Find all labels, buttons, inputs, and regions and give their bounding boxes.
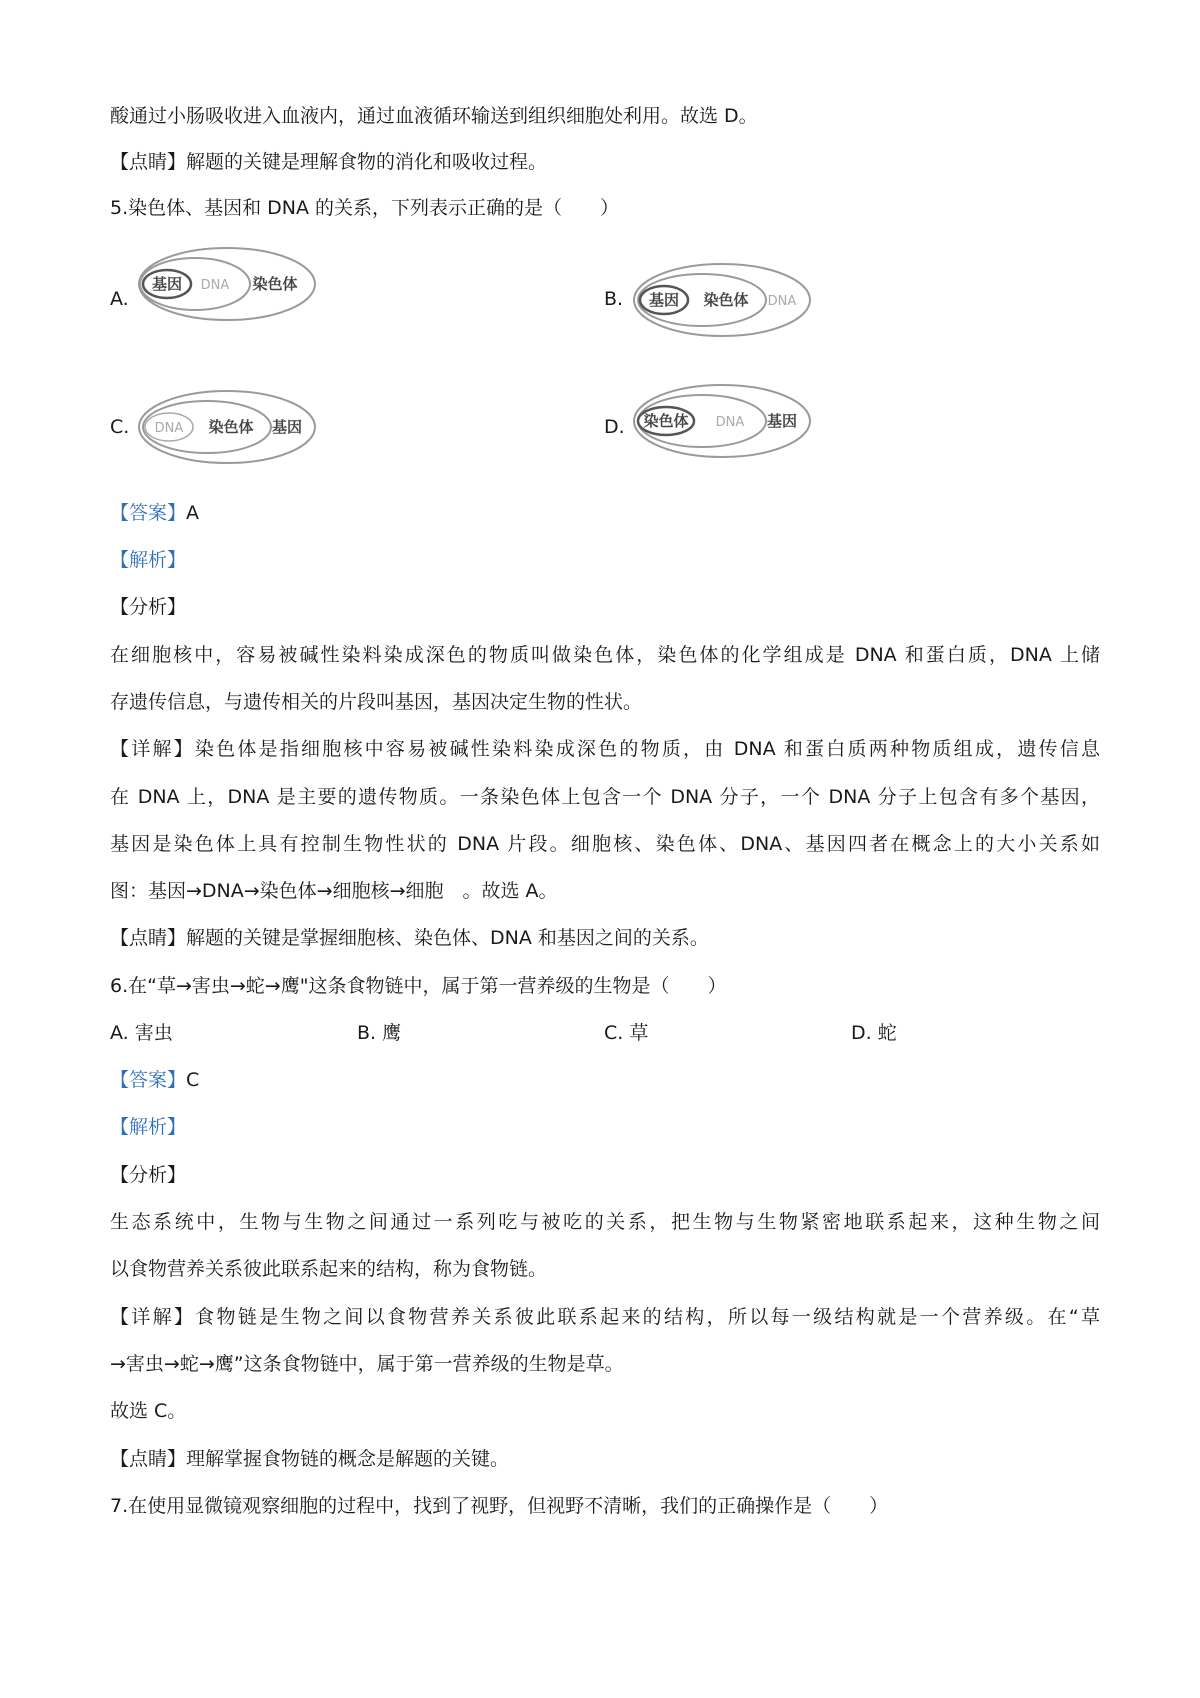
q7-stem: 7.在使用显微镜观察细胞的过程中，找到了视野，但视野不清晰，我们的正确操作是（ ）	[110, 1495, 889, 1517]
q6-xiangjie-line2: →害虫→蛇→鹰”这条食物链中，属于第一营养级的生物是草。	[110, 1353, 624, 1375]
q6-option-d[interactable]: D. 蛇	[851, 1022, 897, 1044]
q6-fenxi-heading: 【分析】	[110, 1164, 187, 1186]
q5-answer	[110, 501, 1100, 525]
q5-d-inner: 染色体	[643, 412, 689, 430]
q6-guxuan: 故选 C。	[110, 1400, 187, 1422]
q5-answer-tag: 【答案】	[110, 502, 187, 524]
q5-answer-value: A	[186, 502, 200, 524]
q5-a-inner: 基因	[151, 275, 183, 293]
q6-xiangjie-line1: 【详解】食物链是生物之间以食物营养关系彼此联系起来的结构，所以每一级结构就是一个营养级。在“草	[110, 1306, 1100, 1328]
q5-a-middle: DNA	[200, 278, 230, 293]
q5-a-outer: 染色体	[252, 275, 298, 293]
q5-xiangjie-line2: 在 DNA 上，DNA 是主要的遗传物质。一条染色体上包含一个 DNA 分子，一个 DNA 分子上包含有多个基因，	[110, 786, 1100, 808]
q6-answer-tag: 【答案】	[110, 1069, 187, 1091]
q6-option-b[interactable]: B. 鹰	[357, 1022, 402, 1044]
q5-option-d-diagram[interactable]	[630, 381, 815, 461]
q5-option-c-label[interactable]: C.	[110, 416, 130, 438]
q6-fenxi-line2: 以食物营养关系彼此联系起来的结构，称为食物链。	[110, 1258, 548, 1280]
q5-c-outer: 基因	[271, 418, 303, 436]
q6-answer-value: C	[186, 1069, 200, 1091]
q5-fenxi-heading: 【分析】	[110, 596, 187, 618]
q5-stem: 5.染色体、基因和 DNA 的关系，下列表示正确的是（ ）	[110, 197, 620, 219]
q5-option-b-label[interactable]: B.	[604, 288, 624, 310]
q5-option-c-diagram[interactable]	[135, 387, 320, 467]
q5-c-middle: 染色体	[208, 418, 254, 436]
q5-d-outer: 基因	[766, 412, 798, 430]
q5-option-d-label[interactable]: D.	[604, 416, 625, 438]
q6-stem: 6.在“草→害虫→蛇→鹰"这条食物链中，属于第一营养级的生物是（ ）	[110, 975, 727, 997]
q6-dianjing: 【点睛】理解掌握食物链的概念是解题的关键。	[110, 1448, 510, 1470]
q5-option-b-diagram[interactable]	[630, 260, 815, 340]
q5-b-inner: 基因	[648, 291, 680, 309]
q5-c-inner: DNA	[154, 421, 184, 436]
q6-answer	[110, 1068, 1100, 1092]
q5-xiangjie-line3: 基因是染色体上具有控制生物性状的 DNA 片段。细胞核、染色体、DNA、基因四者在概念上的大小关系如	[110, 833, 1100, 855]
q5-xiangjie-line4: 图：基因→DNA→染色体→细胞核→细胞 。故选 A。	[110, 880, 558, 902]
q5-fenxi-line2: 存遗传信息，与遗传相关的片段叫基因，基因决定生物的性状。	[110, 691, 643, 713]
q5-b-outer: DNA	[767, 294, 797, 309]
q5-fenxi-line1: 在细胞核中，容易被碱性染料染成深色的物质叫做染色体，染色体的化学组成是 DNA 和蛋白质，DNA 上储	[110, 644, 1100, 666]
q6-jiexi: 【解析】	[110, 1116, 187, 1138]
dianjing-q4: 【点睛】解题的关键是理解食物的消化和吸收过程。	[110, 151, 548, 173]
q5-xiangjie-line1: 【详解】染色体是指细胞核中容易被碱性染料染成深色的物质，由 DNA 和蛋白质两种物质组成，遗传信息	[110, 738, 1100, 760]
q6-option-a[interactable]: A. 害虫	[110, 1022, 173, 1044]
q5-dianjing: 【点睛】解题的关键是掌握细胞核、染色体、DNA 和基因之间的关系。	[110, 927, 709, 949]
q5-jiexi: 【解析】	[110, 549, 187, 571]
q5-d-middle: DNA	[715, 415, 745, 430]
q6-option-c[interactable]: C. 草	[604, 1022, 649, 1044]
continuation-text: 酸通过小肠吸收进入血液内，通过血液循环输送到组织细胞处利用。故选 D。	[110, 105, 758, 127]
q5-b-middle: 染色体	[703, 291, 749, 309]
q5-option-a-diagram[interactable]	[135, 244, 320, 324]
q6-fenxi-line1: 生态系统中，生物与生物之间通过一系列吃与被吃的关系，把生物与生物紧密地联系起来，这种生物之间	[110, 1211, 1100, 1233]
q5-option-a-label[interactable]: A.	[110, 288, 129, 310]
